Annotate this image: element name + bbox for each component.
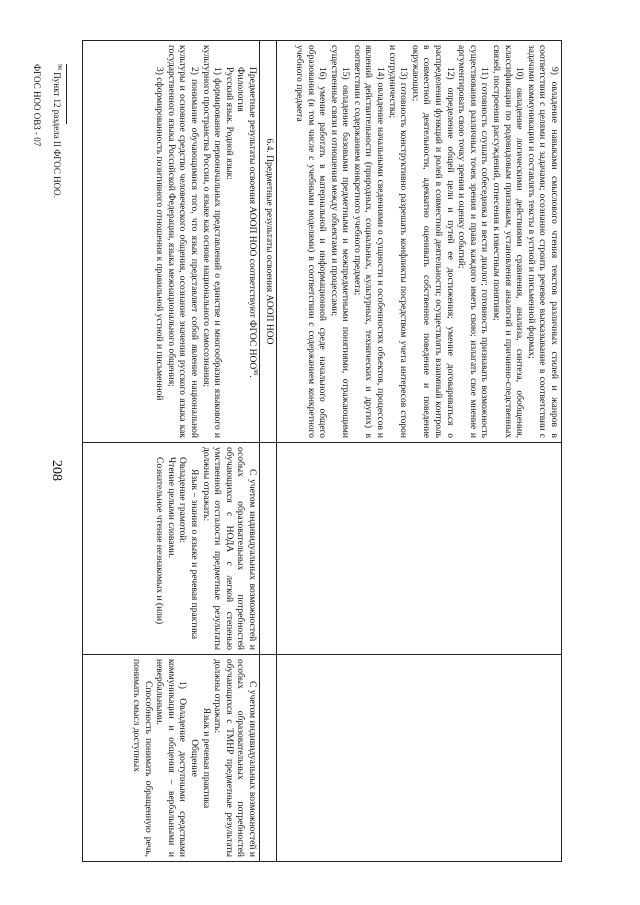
section-heading-cell <box>260 41 276 442</box>
metasubject-results-cell <box>290 41 561 442</box>
noda-results-cell <box>151 443 259 654</box>
results-table <box>82 40 562 862</box>
paragraph: 2) понимание обучающимися того, что язык представляет собой явление национальной культуры и основное средство человеческого общения, осознание значения русского языка как государственного языка Российской Федерации, языка межнационального общения; <box>165 45 200 438</box>
subject-area: Филология <box>235 67 246 112</box>
column-aoop-results <box>83 41 561 443</box>
tmnr-intro: С учетом индивидуальных возможностей и особых образовательных потребностей обучающихся с ТМНР предметные результаты должны отражать: <box>212 659 257 857</box>
noda-item: Овладение грамотой: <box>177 457 188 543</box>
footer-label: ФГОС НОО ОВЗ - 07 <box>32 64 42 147</box>
paragraph: 13) готовность конструктивно разрешать конфликты посредством учета интересов сторон и сотрудничества; <box>386 45 409 438</box>
row-divider <box>276 655 277 861</box>
page-number: 208 <box>49 460 64 481</box>
tmnr-item: 1) Овладение доступными средствами коммуникации и общения – вербальными и невербальными. <box>154 659 188 857</box>
column-noda-results <box>83 443 561 655</box>
paragraph: 1) формирование первоначальных представлений о единстве и многообразии языкового и культурного пространства России, о языке как основе национального самосознания; <box>200 45 223 438</box>
column-tmnr-results <box>83 655 561 861</box>
noda-intro: С учетом индивидуальных возможностей и особых образовательных потребностей обучающихся с НОДА с легкой степенью умственной отсталости предметные результаты должны отражать: <box>200 447 257 650</box>
noda-item: Сознательное чтение незнакомых и (или) <box>154 457 165 625</box>
footnote <box>52 64 62 198</box>
tmnr-subject: Язык и речевая практика <box>200 707 211 809</box>
tmnr-sub-subject: Общение <box>189 739 200 777</box>
footnote-reference: 96 <box>252 369 259 376</box>
noda-item: Чтение целыми словами. <box>165 457 176 558</box>
paragraph: 14) овладение начальными сведениями о сущности и особенностях объектов, процессов и явлений действительности (природных, социальных, культурных, технических и других) в соответствии с содержанием конкретного учебного предмета; <box>351 45 386 438</box>
subject-name: Русский язык. Родной язык: <box>223 67 234 180</box>
paragraph: 9) овладение навыками смыслового чтения текстов различных стилей и жанров в соответствии с целями и задачами; осознанно строить речевое высказывание в соответствии с задачами коммуникации и составлять тексты в устной и письменной формах; <box>525 45 559 438</box>
noda-subject: Язык – знания о языке и речевая практика <box>189 469 200 640</box>
tmnr-item: Способность понимать обращенную речь, понимать смысл доступных <box>131 659 153 857</box>
paragraph: 11) готовность слушать собеседника и вести диалог; готовность признавать возможность существования различных точек зрения и права каждого иметь свою; излагать свое мнение и аргументировать свою точку зрения и оценку событий; <box>456 45 490 438</box>
row-divider <box>259 655 260 861</box>
paragraph: 12) определение общей цели и путей ее достижения; умение договариваться о распределении функций и ролей в совместной деятельности; осуществлять взаимный контроль в совместной деятельности, адекватно оценивать собственное поведение и поведение окружающих; <box>409 45 455 438</box>
row-divider <box>259 443 260 654</box>
row-divider <box>259 41 260 442</box>
section-heading: 6.4. Предметные результаты освоения АООП НОО <box>264 138 274 345</box>
row-divider <box>276 41 277 442</box>
footnote-text: Пункт 12 раздела II ФГОС НОО. <box>52 72 62 198</box>
subject-intro: Предметные результаты освоения АООП НОО соответствуют ФГОС НОО$^{96}$. <box>247 67 259 378</box>
tmnr-results-cell <box>127 655 259 861</box>
paragraph: 15) овладение базовыми предметными и межпредметными понятиями, отражающими существенные связи и отношения между объектами и процессами; <box>328 45 351 438</box>
paragraph: 3) сформированность позитивного отношения к правильной устной и письменной <box>154 67 165 401</box>
footnote-rule <box>66 64 67 124</box>
paragraph: 16) умение работать в материальной и информационной среде начального общего образования (в том числе с учебными моделями) в соответствии с содержанием конкретного учебного предмета <box>293 45 328 438</box>
row-divider <box>276 443 277 654</box>
paragraph: 10) овладение логическими действиями сравнения, анализа, синтеза, обобщения, классификации по родовидовым признакам, установления аналогий и причинно-следственных связей, построения рассуждений, отнесения к известным понятиям; <box>491 45 525 438</box>
subject-results-cell <box>151 41 259 442</box>
footnote-mark: 96 <box>56 64 62 70</box>
